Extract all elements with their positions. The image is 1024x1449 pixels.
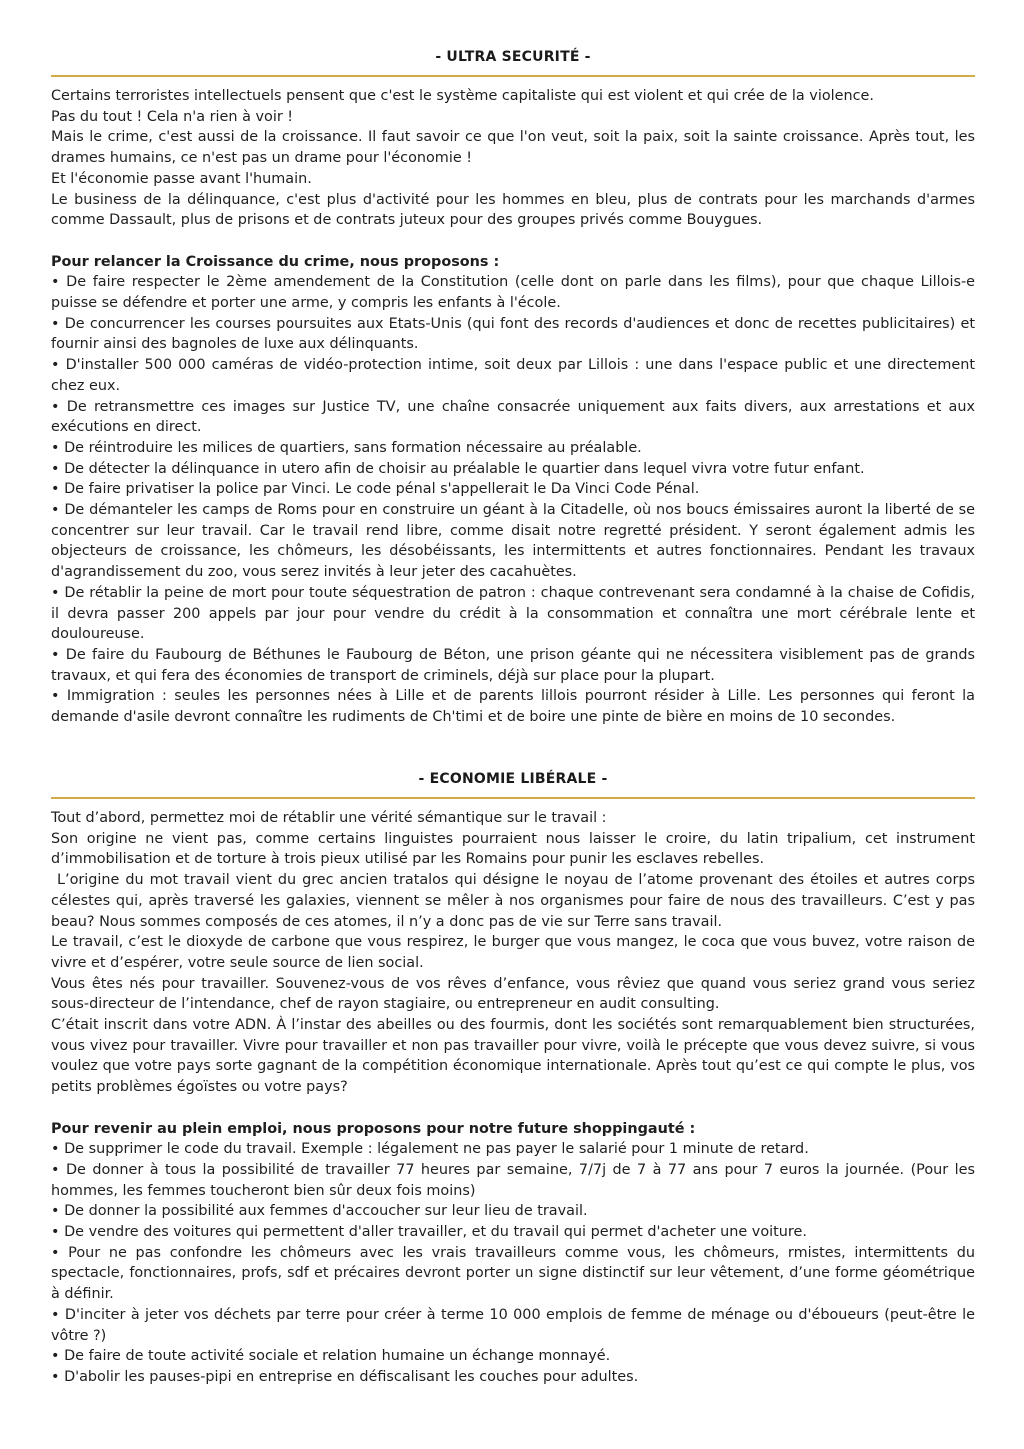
list-item: • De donner la possibilité aux femmes d'accoucher sur leur lieu de travail. (51, 1203, 588, 1220)
list-item: • De vendre des voitures qui permettent d'aller travailler, et du travail qui permet d'acheter une voiture. (51, 1224, 807, 1241)
proposals-heading: Pour relancer la Croissance du crime, nous proposons : (51, 253, 500, 270)
list-item: • De réintroduire les milices de quartiers, sans formation nécessaire au préalable. (51, 439, 642, 456)
list-item: • D'inciter à jeter vos déchets par terre pour créer à terme 10 000 emplois de femme de ménage ou d'éboueurs (peut-être le vôtre ?) (51, 1306, 975, 1344)
paragraph: C’était inscrit dans votre ADN. À l’instar des abeilles ou des fourmis, dont les sociétés sont remarquablement bien structurées, vous vivez pour travailler. Vivre pour travailler et non pas travailler pour vivre, voilà le précepte que vous devez suivre, si vous voulez que votre pays sorte gagnant de la compétition économique internationale. Après tout qu’est ce qui compte le plus, vos petits problèmes égoïstes ou votre pays? (51, 1017, 975, 1096)
paragraph: L’origine du mot travail vient du grec ancien tratalos qui désigne le noyau de l’atome provenant des étoiles et autres corps célestes qui, après traversé les galaxies, viennent se mêler à nos organismes pour faire de nous des travailleurs. C’est y pas beau? Nous sommes composés de ces atomes, il n’y a donc pas de vie sur Terre sans travail. (51, 872, 980, 930)
list-item: • De rétablir la peine de mort pour toute séquestration de patron : chaque contrevenant sera condamné à la chaise de Cofidis, il devra passer 200 appels par jour pour vendre du crédit à la consommation et connaîtra une mort cérébrale lente et douloureuse. (51, 584, 975, 643)
paragraph: Mais le crime, c'est aussi de la croissance. Il faut savoir ce que l'on veut, soit la paix, soit la sainte croissance. Après tout, les drames humains, ce n'est pas un drame pour l'économie ! (51, 129, 975, 167)
title-divider (51, 797, 975, 799)
list-item: • De faire du Faubourg de Béthunes le Faubourg de Béton, une prison géante qui ne nécessitera visiblement pas de grands travaux, et qui fera des économies de transport de criminels, déjà sur place pour la plupart. (51, 646, 975, 684)
list-item: • D'abolir les pauses-pipi en entreprise en défiscalisant les couches pour adultes. (51, 1368, 639, 1385)
title-divider (51, 75, 975, 77)
spacer (51, 231, 975, 252)
list-item: • De faire de toute activité sociale et relation humaine un échange monnayé. (51, 1348, 611, 1365)
intro-text (51, 808, 980, 1098)
paragraph: Certains terroristes intellectuels pensent que c'est le système capitaliste qui est violent et qui crée de la violence. (51, 88, 874, 104)
proposals-list (51, 272, 975, 727)
paragraph: Pas du tout ! Cela n'a rien à voir ! (51, 108, 294, 125)
list-item: • De supprimer le code du travail. Exemple : légalement ne pas payer le salarié pour 1 minute de retard. (51, 1141, 809, 1158)
list-item: • De démanteler les camps de Roms pour en construire un géant à la Citadelle, où nos boucs émissaires auront la liberté de se concentrer sur leur travail. Car le travail rend libre, comme disait notre regretté président. Y seront également admis les objecteurs de croissance, les chômeurs, les désobéissants, les intermittents et autres fonctionnaires. Pendant les travaux d'agrandissement du zoo, vous serez invités à leur jeter des cacahuètes. (51, 502, 975, 581)
list-item: • Immigration : seules les personnes nées à Lille et de parents lillois pourront résider à Lille. Les personnes qui feront la demande d'asile devront connaître les rudiments de Ch'timi et de boire une pinte de bière en moins de 10 secondes. (51, 688, 975, 726)
intro-text (51, 86, 975, 231)
paragraph: Tout d’abord, permettez moi de rétablir une vérité sémantique sur le travail : (51, 810, 607, 826)
list-item: • De retransmettre ces images sur Justice TV, une chaîne consacrée uniquement aux faits divers, aux arrestations et aux exécutions en direct. (51, 398, 975, 436)
list-item: • De faire privatiser la police par Vinci. Le code pénal s'appellerait le Da Vinci Code Pénal. (51, 481, 700, 498)
section-economie-liberale (51, 769, 980, 1388)
paragraph: Le travail, c’est le dioxyde de carbone que vous respirez, le burger que vous mangez, le coca que vous buvez, votre raison de vivre et d’espérer, votre seule source de lien social. (51, 934, 975, 971)
paragraph: Vous êtes nés pour travailler. Souvenez-vous de vos rêves d’enfance, vous rêviez que quand vous seriez grand vous seriez sous-directeur de l’intendance, chef de rayon stagiaire, ou entrepreneur en audit consulting. (51, 975, 975, 1013)
paragraph: Et l'économie passe avant l'humain. (51, 170, 312, 187)
proposals-list (51, 1139, 975, 1387)
list-item: • De donner à tous la possibilité de travailler 77 heures par semaine, 7/7j de 7 à 77 ans pour 7 euros la journée. (Pour les hommes, les femmes toucheront bien sûr deux fois moins) (51, 1161, 975, 1199)
section-title: - ECONOMIE LIBÉRALE - (418, 771, 608, 787)
list-item: • De concurrencer les courses poursuites aux Etats-Unis (qui font des records d'audiences et donc de recettes publicitaires) et fournir ainsi des bagnoles de luxe aux délinquants. (51, 315, 975, 353)
section-title: - ULTRA SECURITÉ - (435, 49, 591, 65)
section-ultra-securite (51, 47, 975, 728)
list-item: • Pour ne pas confondre les chômeurs avec les vrais travailleurs comme vous, les chômeurs, rmistes, intermittents du spectacle, fonctionnaires, profs, sdf et précaires devront porter un signe distinctif sur leur vêtement, d’une forme géométrique à définir. (51, 1244, 975, 1303)
list-item: • De faire respecter le 2ème amendement de la Constitution (celle dont on parle dans les films), pour que chaque Lillois-e puisse se défendre et porter une arme, y compris les enfants à l'école. (51, 274, 975, 312)
paragraph: Le business de la délinquance, c'est plus d'activité pour les hommes en bleu, plus de contrats pour les marchands d'armes comme Dassault, plus de prisons et de contrats juteux pour des groupes privés comme Bouygues. (51, 191, 975, 229)
spacer (51, 1098, 975, 1119)
paragraph: Son origine ne vient pas, comme certains linguistes pourraient nous laisser le croire, du latin tripalium, cet instrument d’immobilisation et de torture à trois pieux utilisé par les Romains pour punir les esclaves rebelles. (51, 830, 975, 868)
proposals-heading: Pour revenir au plein emploi, nous proposons pour notre future shoppingauté : (51, 1120, 696, 1137)
list-item: • D'installer 500 000 caméras de vidéo-protection intime, soit deux par Lillois : une dans l'espace public et une directement chez eux. (51, 357, 975, 394)
list-item: • De détecter la délinquance in utero afin de choisir au préalable le quartier dans lequel vivra votre futur enfant. (51, 460, 865, 477)
